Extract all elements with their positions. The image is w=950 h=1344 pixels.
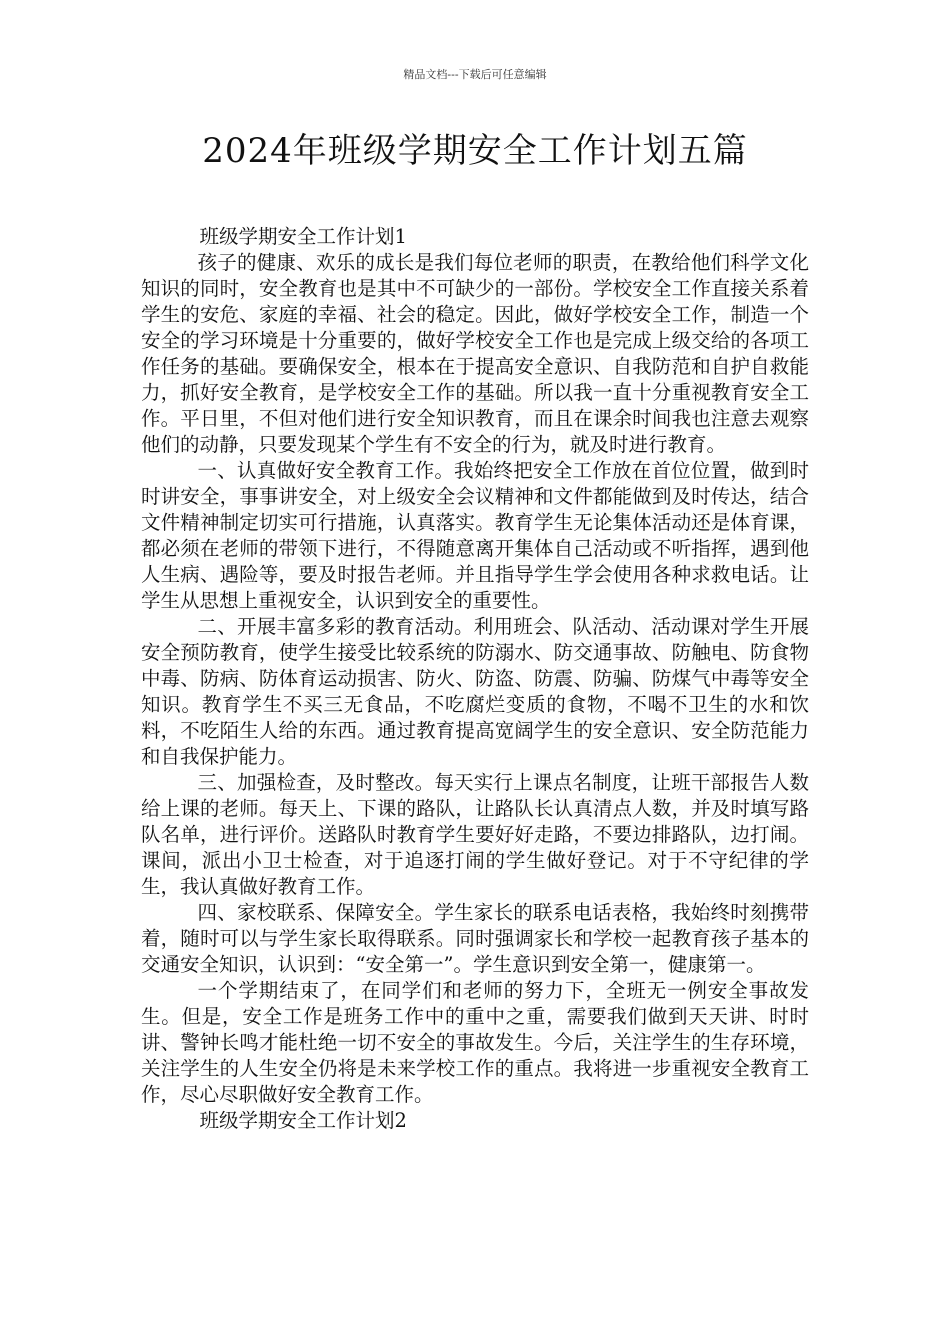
section-heading: 班级学期安全工作计划2: [199, 1109, 407, 1132]
paragraph-conclusion: 一个学期结束了，在同学们和老师的努力下，全班无一例安全事故发生。但是，安全工作是班务工作中的重中之重，需要我们做到天天讲、时时讲、警钟长鸣才能杜绝一切不安全的事故发生。今后，关注学生的生存环境，关注学生的人生安全仍将是未来学校工作的重点。我将进一步重视安全教育工作，尽心尽职做好安全教育工作。: [141, 979, 809, 1106]
section-heading: 班级学期安全工作计划1: [199, 225, 407, 248]
document-title: 2024年班级学期安全工作计划五篇: [202, 131, 748, 171]
paragraph-point-3: 三、加强检查，及时整改。每天实行上课点名制度，让班干部报告人数给上课的老师。每天上、下课的路队，让路队长认真清点人数，并及时填写路队名单，进行评价。送路队时教育学生要好好走路，不要边排路队，边打闹。课间，派出小卫士检查，对于追逐打闹的学生做好登记。对于不守纪律的学生，我认真做好教育工作。: [141, 771, 809, 898]
paragraph-intro: 孩子的健康、欢乐的成长是我们每位老师的职责，在教给他们科学文化知识的同时，安全教育也是其中不可缺少的一部份。学校安全工作直接关系着学生的安危、家庭的幸福、社会的稳定。因此，做好学校安全工作，制造一个安全的学习环境是十分重要的，做好学校安全工作也是完成上级交给的各项工作任务的基础。要确保安全，根本在于提高安全意识、自我防范和自护自救能力，抓好安全教育，是学校安全工作的基础。所以我一直十分重视教育安全工作。平日里，不但对他们进行安全知识教育，而且在课余时间我也注意去观察他们的动静，只要发现某个学生有不安全的行为，就及时进行教育。: [141, 251, 809, 456]
paragraph-point-2: 二、开展丰富多彩的教育活动。利用班会、队活动、活动课对学生开展安全预防教育，使学生接受比较系统的防溺水、防交通事故、防触电、防食物中毒、防病、防体育运动损害、防火、防盗、防震、防骗、防煤气中毒等安全知识。教育学生不买三无食品，不吃腐烂变质的食物，不喝不卫生的水和饮料，不吃陌生人给的东西。通过教育提高宽阔学生的安全意识、安全防范能力和自我保护能力。: [141, 615, 809, 768]
document-body: [141, 224, 809, 1134]
page-header-note: 精品文档---下载后可任意编辑: [403, 68, 547, 81]
paragraph-point-1: 一、认真做好安全教育工作。我始终把安全工作放在首位位置，做到时时讲安全，事事讲安全，对上级安全会议精神和文件都能做到及时传达，结合文件精神制定切实可行措施，认真落实。教育学生无论集体活动还是体育课，都必须在老师的带领下进行，不得随意离开集体自己活动或不听指挥，遇到他人生病、遇险等，要及时报告老师。并且指导学生学会使用各种求救电话。让学生从思想上重视安全，认识到安全的重要性。: [141, 459, 809, 612]
paragraph-point-4: 四、家校联系、保障安全。学生家长的联系电话表格，我始终时刻携带着，随时可以与学生家长取得联系。同时强调家长和学校一起教育孩子基本的交通安全知识，认识到：“安全第一”。学生意识到安全第一，健康第一。: [141, 901, 809, 976]
